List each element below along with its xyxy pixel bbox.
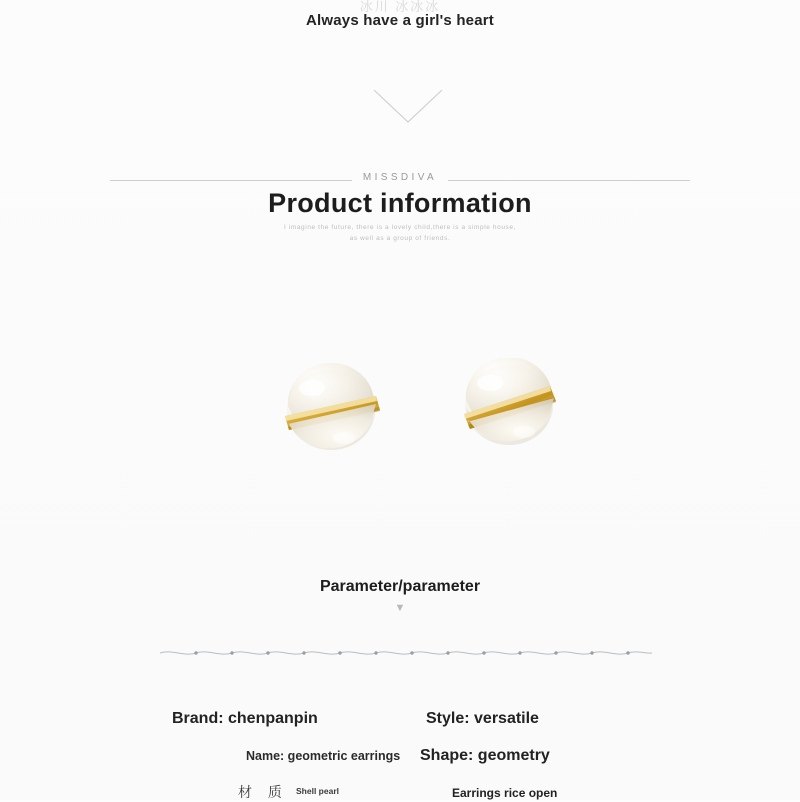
brand-divider (110, 172, 690, 188)
spec-style: Style: versatile (426, 710, 539, 727)
earring-right-image (452, 358, 570, 458)
tagline: Always have a girl's heart (305, 12, 495, 29)
page-title: Product information (268, 188, 532, 218)
faint-top-text: 冰川 冰冰冰 (359, 0, 441, 14)
spec-name: Name: geometric earrings (246, 749, 401, 763)
spec-brand: Brand: chenpanpin (172, 710, 318, 727)
spec-shape: Shape: geometry (420, 747, 550, 764)
beaded-chain-divider (158, 646, 654, 660)
chevron-down-icon (372, 88, 444, 126)
parameter-title: Parameter/parameter (319, 578, 481, 595)
section-subtitle (0, 222, 800, 244)
product-image (0, 330, 800, 520)
spec-material-value: Shell pearl (296, 786, 339, 796)
spec-earrings-open: Earrings rice open (452, 786, 558, 800)
brand-name: MISSDIVA (362, 172, 438, 183)
spec-material-label: 材 质 (238, 784, 288, 800)
section-subtitle-line-2: as well as a group of friends. (349, 235, 451, 242)
spec-list (0, 700, 800, 800)
arrow-down-icon: ▼ (394, 602, 406, 614)
section-subtitle-line-1: I imagine the future, there is a lovely child,there is a simple house, (283, 224, 517, 231)
earring-left-image (272, 362, 390, 462)
